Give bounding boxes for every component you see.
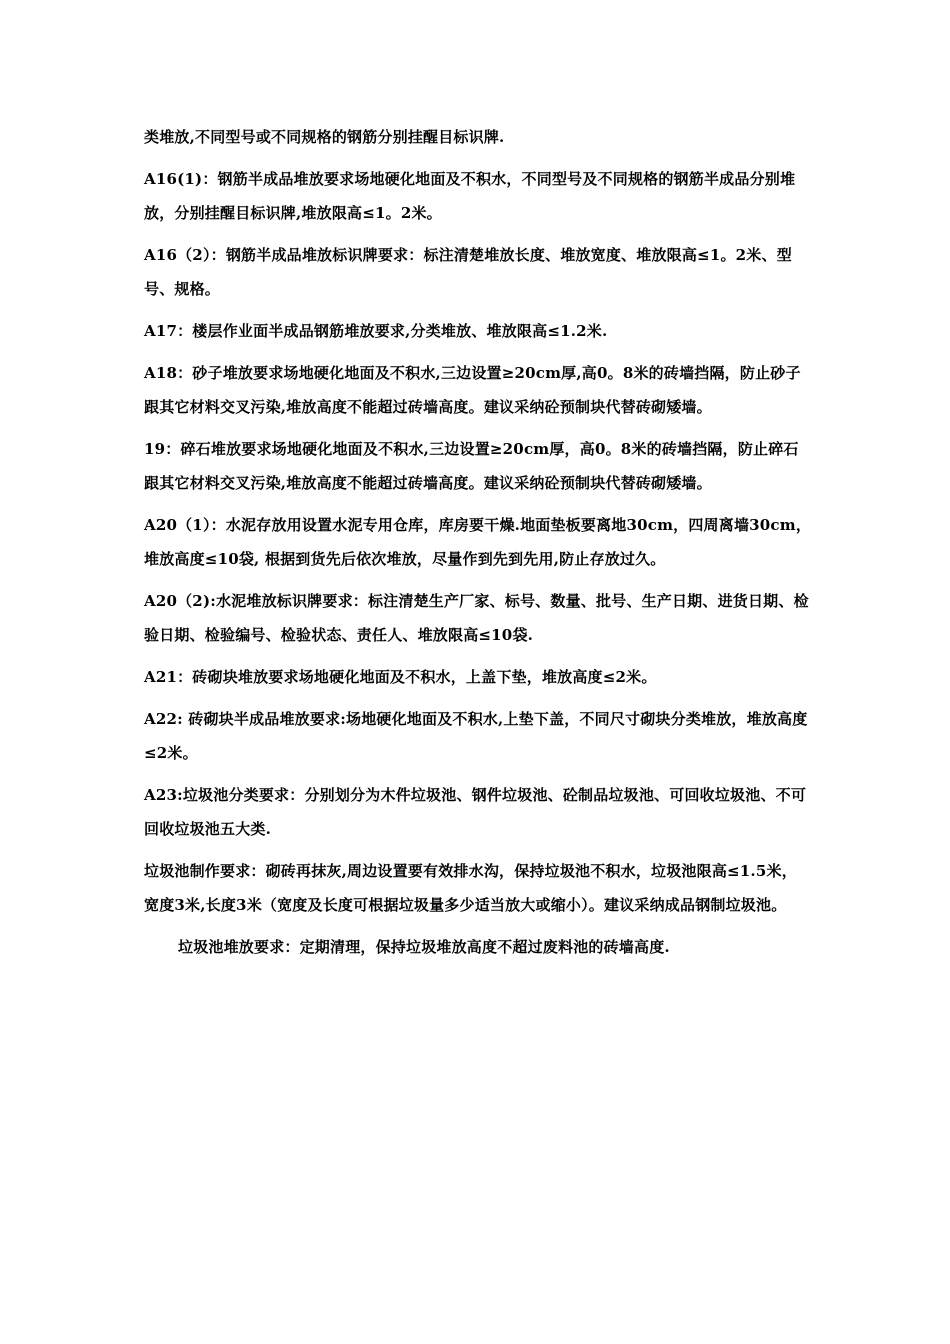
paragraph-a23: A23:垃圾池分类要求：分别划分为木件垃圾池、钢件垃圾池、砼制品垃圾池、可回收垃圾池、不可回收垃圾池五大类. — [144, 786, 807, 838]
document-body — [144, 120, 812, 972]
paragraph-a16-1: A16(1)：钢筋半成品堆放要求场地硬化地面及不积水，不同型号及不同规格的钢筋半成品分别堆放，分别挂醒目标识牌,堆放限高≤1。2米。 — [144, 170, 796, 222]
paragraph-rebar-classification: 类堆放,不同型号或不同规格的钢筋分别挂醒目标识牌. — [144, 128, 505, 146]
paragraph-a16-2: A16（2）：钢筋半成品堆放标识牌要求：标注清楚堆放长度、堆放宽度、堆放限高≤1。2米、型号、规格。 — [144, 246, 792, 298]
paragraph-garbage-pool-stacking: 垃圾池堆放要求：定期清理，保持垃圾堆放高度不超过废料池的砖墙高度. — [178, 938, 670, 956]
paragraph-a20-2: A20（2):水泥堆放标识牌要求：标注清楚生产厂家、标号、数量、批号、生产日期、进货日期、检验日期、检验编号、检验状态、责任人、堆放限高≤10袋. — [144, 592, 809, 644]
paragraph-a21: A21：砖砌块堆放要求场地硬化地面及不积水，上盖下垫，堆放高度≤2米。 — [144, 668, 657, 686]
paragraph-19: 19：碎石堆放要求场地硬化地面及不积水,三边设置≥20cm厚，高0。8米的砖墙挡隔，防止碎石跟其它材料交叉污染,堆放高度不能超过砖墙高度。建议采纳砼预制块代替砖砌矮墙。 — [144, 440, 799, 492]
paragraph-a18: A18：砂子堆放要求场地硬化地面及不积水,三边设置≥20cm厚,高0。8米的砖墙挡隔，防止砂子跟其它材料交叉污染,堆放高度不能超过砖墙高度。建议采纳砼预制块代替砖砌矮墙。 — [144, 364, 801, 416]
paragraph-a17: A17：楼层作业面半成品钢筋堆放要求,分类堆放、堆放限高≤1.2米. — [144, 322, 608, 340]
paragraph-garbage-pool-construction: 垃圾池制作要求：砌砖再抹灰,周边设置要有效排水沟，保持垃圾池不积水，垃圾池限高≤1.5米，宽度3米,长度3米（宽度及长度可根据垃圾量多少适当放大或缩小）。建议采纳成品钢制垃圾池。 — [144, 862, 797, 914]
paragraph-a22: A22: 砖砌块半成品堆放要求:场地硬化地面及不积水,上垫下盖，不同尺寸砌块分类堆放，堆放高度≤2米。 — [144, 710, 808, 762]
paragraph-a20-1: A20（1）：水泥存放用设置水泥专用仓库，库房要干燥.地面垫板要离地30cm，四周离墙30cm，堆放高度≤10袋, 根据到货先后依次堆放，尽量作到先到先用,防止存放过久。 — [144, 516, 812, 568]
